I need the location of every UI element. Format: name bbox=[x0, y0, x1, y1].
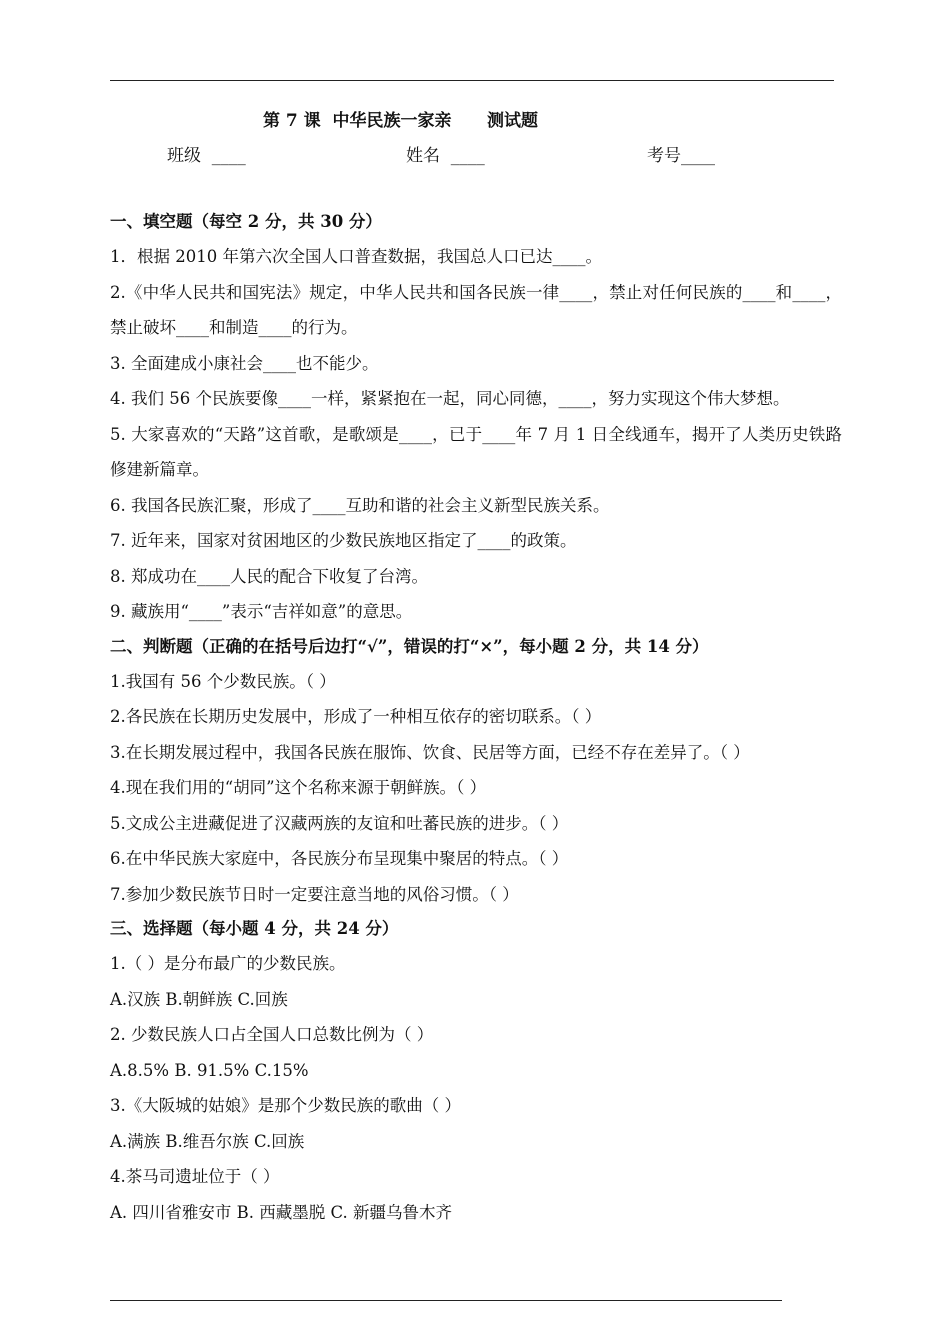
choice-question-4-options: A. 四川省雅安市 B. 西藏墨脱 C. 新疆乌鲁木齐 bbox=[110, 1202, 453, 1222]
judge-question-4: 4.现在我们用的“胡同”这个名称来源于朝鲜族。（ ） bbox=[110, 778, 487, 797]
judge-question-6: 6.在中华民族大家庭中，各民族分布呈现集中聚居的特点。（ ） bbox=[110, 849, 569, 868]
fill-question-9: 9. 藏族用“____”表示“吉祥如意”的意思。 bbox=[110, 602, 413, 621]
fill-question-5: 5. 大家喜欢的“天路”这首歌，是歌颂是____，已于____年 7 月 1 日全线通车，揭开了人类历史铁路修建新篇章。 bbox=[110, 424, 842, 479]
bottom-rule bbox=[110, 1300, 782, 1301]
choice-question-3: 3.《大阪城的姑娘》是那个少数民族的歌曲（ ） bbox=[110, 1096, 461, 1115]
judge-question-3: 3.在长期发展过程中，我国各民族在服饰、饮食、民居等方面，已经不存在差异了。（ ） bbox=[110, 742, 750, 762]
top-rule bbox=[110, 80, 834, 81]
judge-question-7: 7.参加少数民族节日时一定要注意当地的风俗习惯。（ ） bbox=[110, 884, 519, 904]
choice-question-1-options: A.汉族 B.朝鲜族 C.回族 bbox=[110, 989, 288, 1009]
judge-question-5: 5.文成公主进藏促进了汉藏两族的友谊和吐蕃民族的进步。（ ） bbox=[110, 813, 569, 833]
choice-question-2-options: A.8.5% B. 91.5% C.15% bbox=[110, 1060, 309, 1080]
judge-question-1: 1.我国有 56 个少数民族。（ ） bbox=[110, 671, 336, 691]
fill-question-4: 4. 我们 56 个民族要像____一样，紧紧抱在一起，同心同德，____，努力实现这个伟大梦想。 bbox=[110, 389, 790, 408]
choice-question-4: 4.茶马司遗址位于（ ） bbox=[110, 1167, 280, 1186]
fill-question-7: 7. 近年来，国家对贫困地区的少数民族地区指定了____的政策。 bbox=[110, 531, 577, 550]
fill-question-8: 8. 郑成功在____人民的配合下收复了台湾。 bbox=[110, 566, 428, 586]
section-heading-fill-in: 一、填空题（每空 2 分，共 30 分） bbox=[110, 212, 382, 231]
fill-question-3: 3. 全面建成小康社会____也不能少。 bbox=[110, 353, 379, 373]
exam-body bbox=[110, 205, 842, 1230]
fill-question-6: 6. 我国各民族汇聚，形成了____互助和谐的社会主义新型民族关系。 bbox=[110, 495, 610, 515]
section-heading-multiple-choice: 三、选择题（每小题 4 分，共 24 分） bbox=[110, 919, 399, 938]
section-heading-true-false: 二、判断题（正确的在括号后边打“√”，错误的打“×”，每小题 2 分，共 14 分） bbox=[110, 636, 709, 656]
choice-question-1: 1.（ ）是分布最广的少数民族。 bbox=[110, 954, 346, 973]
exam-number-field-label: 考号____ bbox=[647, 146, 715, 166]
fill-question-2: 2.《中华人民共和国宪法》规定，中华人民共和国各民族一律____，禁止对任何民族的____和____，禁止破坏____和制造____的行为。 bbox=[110, 282, 842, 337]
choice-question-2: 2. 少数民族人口占全国人口总数比例为（ ） bbox=[110, 1025, 434, 1044]
fill-question-1: 1．根据 2010 年第六次全国人口普查数据，我国总人口已达____。 bbox=[110, 247, 602, 266]
class-field-label: 班级 ____ bbox=[167, 146, 246, 166]
name-field-label: 姓名 ____ bbox=[406, 146, 485, 166]
page-title: 第 7 课 中华民族一家亲 测试题 bbox=[263, 111, 539, 131]
choice-question-3-options: A.满族 B.维吾尔族 C.回族 bbox=[110, 1131, 305, 1151]
judge-question-2: 2.各民族在长期历史发展中，形成了一种相互依存的密切联系。（ ） bbox=[110, 707, 602, 726]
